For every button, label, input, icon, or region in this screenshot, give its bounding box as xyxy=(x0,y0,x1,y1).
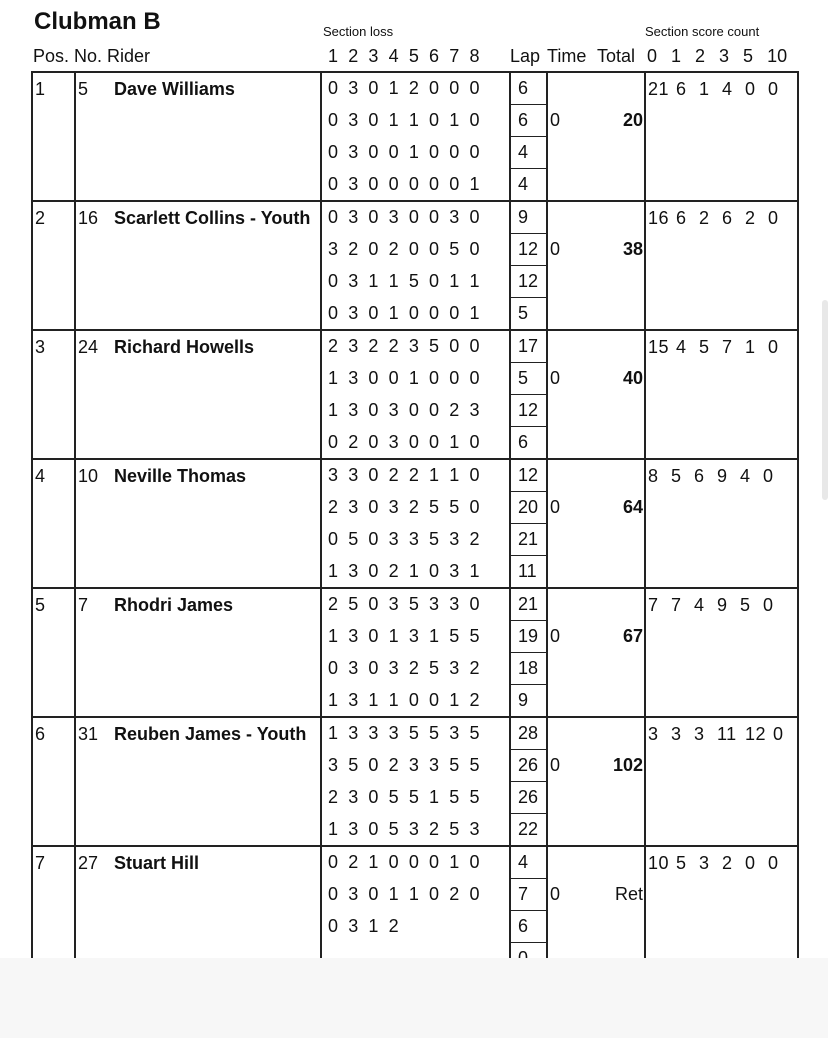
lap-score: 4 xyxy=(510,846,547,879)
total-value: 38 xyxy=(622,239,643,259)
rider-position: 7 xyxy=(32,846,75,975)
header-sections: 1 2 3 4 5 6 7 8 xyxy=(328,46,483,66)
section-scores: 0 3 0 3 0 0 3 0 xyxy=(321,201,510,234)
section-scores: 2 5 0 3 5 3 3 0 xyxy=(321,588,510,621)
time-value: 0 xyxy=(550,626,561,646)
total-empty xyxy=(582,524,645,556)
total-empty xyxy=(582,330,645,363)
rider-position: 3 xyxy=(32,330,75,459)
total-empty xyxy=(582,653,645,685)
results-table xyxy=(31,71,799,976)
total-empty xyxy=(582,911,645,943)
time-empty xyxy=(547,524,582,556)
score-count: 3 xyxy=(648,724,659,744)
section-scores: 0 3 1 1 5 0 1 1 xyxy=(321,266,510,298)
section-scores: 1 3 0 1 3 1 5 5 xyxy=(321,621,510,653)
section-scores: 1 3 0 5 3 2 5 3 xyxy=(321,814,510,847)
score-count: 0 xyxy=(763,595,774,615)
score-counts xyxy=(645,459,798,588)
total-empty xyxy=(582,846,645,879)
page-title: Clubman B xyxy=(34,8,161,35)
rider-position: 2 xyxy=(32,201,75,330)
score-count: 11 xyxy=(717,724,737,744)
rider-cell xyxy=(75,588,321,717)
score-count: 6 xyxy=(694,466,705,486)
time-value: 0 xyxy=(550,368,561,388)
rider-position: 1 xyxy=(32,72,75,201)
score-count: 1 xyxy=(699,79,710,99)
score-count: 0 xyxy=(768,337,779,357)
section-scores: 0 5 0 3 3 5 3 2 xyxy=(321,524,510,556)
time-value: 0 xyxy=(550,884,561,904)
table-row xyxy=(32,201,798,234)
lap-score: 6 xyxy=(510,72,547,105)
total-empty xyxy=(582,717,645,750)
lap-score: 7 xyxy=(510,879,547,911)
section-scores: 1 3 0 0 1 0 0 0 xyxy=(321,363,510,395)
time-empty xyxy=(547,556,582,589)
score-count: 0 xyxy=(763,466,774,486)
rider-number: 16 xyxy=(78,208,99,228)
header-total: Total xyxy=(597,46,636,66)
section-scores: 0 3 0 1 1 0 1 0 xyxy=(321,105,510,137)
score-count: 4 xyxy=(676,337,687,357)
score-count: 4 xyxy=(740,466,751,486)
score-count: 5 xyxy=(740,595,751,615)
score-count: 0 xyxy=(745,79,756,99)
rider-name: Stuart Hill xyxy=(114,853,200,873)
lap-score: 5 xyxy=(510,298,547,331)
total-empty xyxy=(582,266,645,298)
section-scores: 1 3 0 2 1 0 3 1 xyxy=(321,556,510,589)
score-count: 7 xyxy=(671,595,682,615)
total-value: 64 xyxy=(622,497,643,517)
lap-score: 6 xyxy=(510,911,547,943)
total-value: 40 xyxy=(622,368,643,388)
time-empty xyxy=(547,137,582,169)
total-value: 102 xyxy=(612,755,643,775)
time-empty xyxy=(547,717,582,750)
scrollbar[interactable] xyxy=(822,300,828,500)
score-count: 5 xyxy=(671,466,682,486)
score-counts xyxy=(645,588,798,717)
score-count: 7 xyxy=(648,595,659,615)
score-count: 0 xyxy=(768,208,779,228)
lap-score: 6 xyxy=(510,105,547,137)
time-empty xyxy=(547,846,582,879)
score-count: 0 xyxy=(745,853,756,873)
table-row xyxy=(32,72,798,105)
lap-score: 19 xyxy=(510,621,547,653)
time-empty xyxy=(547,814,582,847)
total-empty xyxy=(582,395,645,427)
score-count: 5 xyxy=(699,337,710,357)
score-counts xyxy=(645,201,798,330)
rider-position: 4 xyxy=(32,459,75,588)
time-empty xyxy=(547,459,582,492)
rider-name: Neville Thomas xyxy=(114,466,247,486)
lap-score: 17 xyxy=(510,330,547,363)
rider-cell xyxy=(75,459,321,588)
time-empty xyxy=(547,911,582,943)
score-count: 9 xyxy=(717,466,728,486)
time-value: 0 xyxy=(550,110,561,130)
score-count: 6 xyxy=(676,79,687,99)
section-scores: 0 3 0 1 2 0 0 0 xyxy=(321,72,510,105)
rider-position: 6 xyxy=(32,717,75,846)
total-empty xyxy=(582,459,645,492)
lap-score: 21 xyxy=(510,588,547,621)
score-count: 2 xyxy=(699,208,710,228)
section-scores: 0 2 0 3 0 0 1 0 xyxy=(321,427,510,460)
score-count: 7 xyxy=(722,337,733,357)
section-scores: 0 3 0 1 1 0 2 0 xyxy=(321,879,510,911)
score-count: 4 xyxy=(722,79,733,99)
total-empty xyxy=(582,556,645,589)
score-count: 5 xyxy=(676,853,687,873)
rider-number: 7 xyxy=(78,595,89,615)
total-empty xyxy=(582,72,645,105)
rider-name: Dave Williams xyxy=(114,79,235,99)
section-score-count-label: Section score count xyxy=(645,24,760,39)
lap-score: 12 xyxy=(510,459,547,492)
lap-score: 4 xyxy=(510,169,547,202)
lap-score: 22 xyxy=(510,814,547,847)
lap-score: 18 xyxy=(510,653,547,685)
page-bottom xyxy=(0,958,828,1038)
table-row xyxy=(32,846,798,879)
table-row xyxy=(32,717,798,750)
rider-cell xyxy=(75,717,321,846)
lap-score: 4 xyxy=(510,137,547,169)
table-row xyxy=(32,588,798,621)
total-empty xyxy=(582,298,645,331)
lap-score: 12 xyxy=(510,266,547,298)
total-empty xyxy=(582,685,645,718)
time-empty xyxy=(547,685,582,718)
section-scores: 0 3 1 2 xyxy=(321,911,510,943)
rider-cell xyxy=(75,72,321,201)
table-row xyxy=(32,330,798,363)
section-scores: 2 3 0 3 2 5 5 0 xyxy=(321,492,510,524)
section-scores: 1 3 3 3 5 5 3 5 xyxy=(321,717,510,750)
time-empty xyxy=(547,427,582,460)
lap-score: 5 xyxy=(510,363,547,395)
total-empty xyxy=(582,201,645,234)
score-count: 3 xyxy=(699,853,710,873)
time-empty xyxy=(547,395,582,427)
score-count: 6 xyxy=(722,208,733,228)
time-empty xyxy=(547,298,582,331)
rider-cell xyxy=(75,201,321,330)
total-value: Ret xyxy=(614,884,643,904)
total-empty xyxy=(582,814,645,847)
score-count: 0 xyxy=(768,79,779,99)
time-empty xyxy=(547,330,582,363)
section-scores: 1 3 0 3 0 0 2 3 xyxy=(321,395,510,427)
score-count: 0 xyxy=(768,853,779,873)
total-value: 20 xyxy=(622,110,643,130)
score-count: 3 xyxy=(694,724,705,744)
time-empty xyxy=(547,169,582,202)
rider-number: 10 xyxy=(78,466,99,486)
total-empty xyxy=(582,427,645,460)
score-counts xyxy=(645,330,798,459)
time-value: 0 xyxy=(550,239,561,259)
score-count: 2 xyxy=(745,208,756,228)
time-empty xyxy=(547,653,582,685)
score-count: 12 xyxy=(745,724,767,744)
lap-score: 12 xyxy=(510,395,547,427)
time-empty xyxy=(547,201,582,234)
rider-name: Rhodri James xyxy=(114,595,234,615)
time-value: 0 xyxy=(550,755,561,775)
lap-score: 26 xyxy=(510,750,547,782)
header-pos-no-rider: Pos. No. Rider xyxy=(33,46,151,66)
section-scores: 0 3 0 0 1 0 0 0 xyxy=(321,137,510,169)
score-count: 6 xyxy=(676,208,687,228)
time-empty xyxy=(547,72,582,105)
total-value: 67 xyxy=(622,626,643,646)
section-scores: 0 3 0 3 2 5 3 2 xyxy=(321,653,510,685)
score-count: 8 xyxy=(648,466,659,486)
rider-number: 24 xyxy=(78,337,99,357)
score-count: 15 xyxy=(648,337,670,357)
lap-score: 21 xyxy=(510,524,547,556)
section-scores: 2 3 0 5 5 1 5 5 xyxy=(321,782,510,814)
rider-number: 5 xyxy=(78,79,89,99)
score-count: 4 xyxy=(694,595,705,615)
section-scores: 1 3 1 1 0 0 1 2 xyxy=(321,685,510,718)
score-count: 0 xyxy=(773,724,784,744)
time-value: 0 xyxy=(550,497,561,517)
score-count: 2 xyxy=(722,853,733,873)
section-scores: 3 5 0 2 3 3 5 5 xyxy=(321,750,510,782)
section-loss-label: Section loss xyxy=(323,24,394,39)
section-scores: 2 3 2 2 3 5 0 0 xyxy=(321,330,510,363)
lap-score: 9 xyxy=(510,685,547,718)
rider-number: 31 xyxy=(78,724,99,744)
lap-score: 9 xyxy=(510,201,547,234)
lap-score: 28 xyxy=(510,717,547,750)
total-empty xyxy=(582,782,645,814)
time-empty xyxy=(547,266,582,298)
rider-name: Reuben James - Youth xyxy=(114,724,307,744)
rider-number: 27 xyxy=(78,853,99,873)
section-scores: 0 3 0 1 0 0 0 1 xyxy=(321,298,510,331)
score-count: 10 xyxy=(648,853,670,873)
score-count: 1 xyxy=(745,337,756,357)
header-lap: Lap xyxy=(510,46,541,66)
header-time: Time xyxy=(547,46,587,66)
section-scores: 3 3 0 2 2 1 1 0 xyxy=(321,459,510,492)
score-count: 16 xyxy=(648,208,670,228)
lap-score: 6 xyxy=(510,427,547,460)
rider-name: Richard Howells xyxy=(114,337,255,357)
score-counts xyxy=(645,72,798,201)
lap-score: 20 xyxy=(510,492,547,524)
rider-cell xyxy=(75,330,321,459)
lap-score: 12 xyxy=(510,234,547,266)
total-empty xyxy=(582,137,645,169)
score-counts xyxy=(645,717,798,846)
total-empty xyxy=(582,169,645,202)
score-counts xyxy=(645,846,798,975)
lap-score: 26 xyxy=(510,782,547,814)
score-count: 3 xyxy=(671,724,682,744)
rider-cell xyxy=(75,846,321,975)
lap-score: 11 xyxy=(510,556,547,589)
section-scores: 3 2 0 2 0 0 5 0 xyxy=(321,234,510,266)
table-row xyxy=(32,459,798,492)
header-count-cols: 0 1 2 3 5 10 xyxy=(647,46,788,66)
rider-name: Scarlett Collins - Youth xyxy=(114,208,311,228)
time-empty xyxy=(547,782,582,814)
score-count: 21 xyxy=(648,79,670,99)
section-scores: 0 2 1 0 0 0 1 0 xyxy=(321,846,510,879)
total-empty xyxy=(582,588,645,621)
rider-position: 5 xyxy=(32,588,75,717)
section-scores: 0 3 0 0 0 0 0 1 xyxy=(321,169,510,202)
time-empty xyxy=(547,588,582,621)
score-count: 9 xyxy=(717,595,728,615)
